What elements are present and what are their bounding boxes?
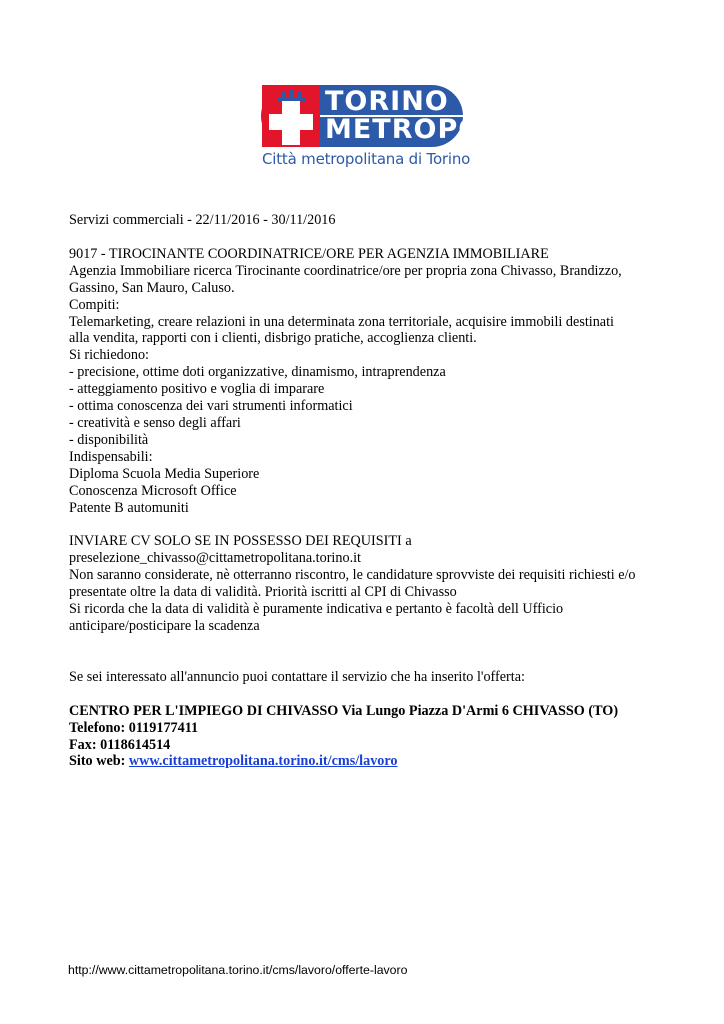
- indispensabile-item: Patente B automuniti: [69, 499, 189, 516]
- offer-content: [69, 212, 669, 770]
- nota-line-1: Non saranno considerate, nè otterranno riscontro, le candidature sprovviste dei requisiti richiesti e/o: [69, 567, 636, 584]
- footer-url: http://www.cittametropolitana.torino.it/cms/lavoro/offerte-lavoro: [68, 963, 408, 977]
- compiti-text-2: alla vendita, rapporti con i clienti, disbrigo pratiche, accoglienza clienti.: [69, 330, 477, 347]
- logo-subtitle: Città metropolitana di Torino: [262, 150, 471, 168]
- nota-line-2: presentate oltre la data di validità. Priorità iscritti al CPI di Chivasso: [69, 584, 457, 601]
- requisiti-label: Si richiedono:: [69, 347, 149, 364]
- offer-title: 9017 - TIROCINANTE COORDINATRICE/ORE PER AGENZIA IMMOBILIARE: [69, 245, 549, 262]
- website-label: Sito web:: [69, 753, 129, 770]
- requisito-item: - creatività e senso degli affari: [69, 414, 241, 431]
- nota-line-3: Si ricorda che la data di validità è puramente indicativa e pertanto è facoltà dell Ufficio: [69, 601, 564, 618]
- contact-website: [69, 753, 669, 770]
- offer-intro-2: Gassino, San Mauro, Caluso.: [69, 279, 235, 296]
- requisito-item: - precisione, ottime doti organizzative, dinamismo, intraprendenza: [69, 364, 446, 381]
- invio-instruction: INVIARE CV SOLO SE IN POSSESSO DEI REQUISITI a: [69, 533, 412, 550]
- contact-phone: Telefono: 0119177411: [69, 719, 199, 736]
- indispensabili-label: Indispensabili:: [69, 448, 153, 465]
- indispensabile-item: Diploma Scuola Media Superiore: [69, 465, 260, 482]
- requisito-item: - atteggiamento positivo e voglia di imparare: [69, 381, 325, 398]
- compiti-text-1: Telemarketing, creare relazioni in una determinata zona territoriale, acquisire immobili destinati: [69, 313, 614, 330]
- logo-text-line1: TORINO: [325, 86, 449, 117]
- employment-center: CENTRO PER L'IMPIEGO DI CHIVASSO Via Lungo Piazza D'Armi 6 CHIVASSO (TO): [69, 702, 619, 719]
- contact-intro: Se sei interessato all'annuncio puoi contattare il servizio che ha inserito l'offerta:: [69, 668, 525, 685]
- category-line: Servizi commerciali - 22/11/2016 - 30/11/2016: [69, 212, 336, 228]
- requisito-item: - ottima conoscenza dei vari strumenti informatici: [69, 398, 353, 415]
- indispensabile-item: Conoscenza Microsoft Office: [69, 482, 237, 499]
- website-link[interactable]: www.cittametropolitana.torino.it/cms/lavoro: [128, 753, 398, 770]
- logo-text-line2: METROPOLI: [325, 114, 512, 145]
- compiti-label: Compiti:: [69, 296, 120, 313]
- contact-fax: Fax: 0118614514: [69, 736, 171, 753]
- invio-email: preselezione_chivasso@cittametropolitana.torino.it: [69, 550, 361, 567]
- offer-intro-1: Agenzia Immobiliare ricerca Tirocinante coordinatrice/ore per propria zona Chivasso, Brandizzo,: [69, 262, 622, 279]
- requisito-item: - disponibilità: [69, 431, 149, 448]
- nota-line-4: anticipare/posticipare la scadenza: [69, 617, 260, 634]
- torino-metropoli-logo: [259, 84, 512, 174]
